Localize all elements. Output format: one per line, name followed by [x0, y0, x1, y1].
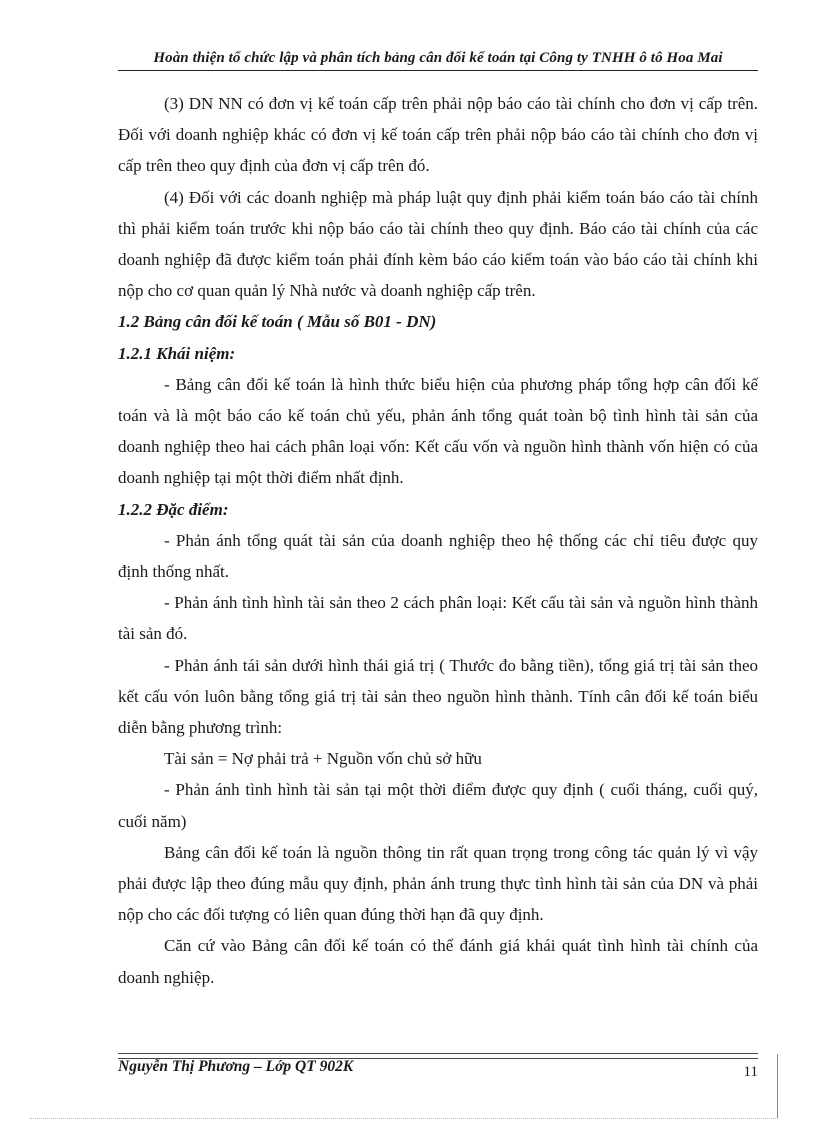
- balance-equation: Tài sản = Nợ phải trả + Nguồn vốn chủ sở hữu: [164, 749, 482, 769]
- feature-item-4: - Phản ánh tình hình tài sản tại một thời điểm được quy định ( cuối tháng, cuối quý, cuối năm): [118, 780, 758, 831]
- page-number: 11: [743, 1064, 758, 1080]
- feature-item-1: - Phản ánh tổng quát tài sản của doanh nghiệp theo hệ thống các chỉ tiêu được quy định thống nhất.: [118, 530, 758, 582]
- conclusion-paragraph: Căn cứ vào Bảng cân đối kế toán có thể đánh giá khái quát tình hình tài chính của doanh nghiệp.: [118, 936, 758, 987]
- paragraph-item-3: (3) DN NN có đơn vị kế toán cấp trên phải nộp báo cáo tài chính cho đơn vị cấp trên. Đối với doanh nghiệp khác có đơn vị kế toán cấp trên phải nộp báo cáo tài chính cho đơn vị cấp trên theo quy định của đơn vị cấp trên đó.: [118, 94, 758, 176]
- feature-item-3: - Phản ánh tái sản dưới hình thái giá trị ( Thước đo bằng tiền), tổng giá trị tài sản theo kết cấu vón luôn bằng tổng giá trị tài sản theo nguồn hình thành. Tính cân đối kế toán biểu diễn bằng phương trình:: [118, 655, 758, 738]
- page-bottom-border: [30, 1118, 778, 1119]
- feature-item-2: - Phản ánh tình hình tài sản theo 2 cách phân loại: Kết cấu tài sản và nguồn hình thành tài sản đó.: [118, 593, 758, 644]
- section-heading-1-2-1: 1.2.1 Khái niệm:: [118, 343, 236, 363]
- importance-paragraph: Bảng cân đối kế toán là nguồn thông tin rất quan trọng trong công tác quản lý vì vậy phải được lập theo đúng mẫu quy định, phản ánh trung thực tình hình tài sản của DN và phải nộp cho các đối tượng có liên quan đúng thời hạn đã quy định.: [118, 842, 758, 925]
- section-heading-1-2-2: 1.2.2 Đặc điểm:: [118, 499, 229, 519]
- running-header: Hoàn thiện tổ chức lập và phân tích bảng cân đối kế toán tại Công ty TNHH ô tô Hoa Mai: [118, 50, 758, 71]
- footer-vertical-rule: [777, 1054, 778, 1118]
- page-body: [118, 88, 758, 993]
- section-heading-1-2: 1.2 Bảng cân đối kế toán ( Mẫu số B01 - DN): [118, 312, 437, 332]
- concept-paragraph: - Bảng cân đối kế toán là hình thức biểu hiện của phương pháp tổng hợp cân đối kế toán và là một báo cáo kế toán chủ yếu, phản ánh tổng quát toàn bộ tình hình tài sản của doanh nghiệp theo hai cách phân loại vốn: Kết cấu vốn và nguồn hình thành vốn hiện có của doanh nghiệp tại một thời điểm nhất định.: [118, 374, 758, 488]
- paragraph-item-4: (4) Đối với các doanh nghiệp mà pháp luật quy định phải kiểm toán báo cáo tài chính thì phải kiểm toán trước khi nộp báo cáo tài chính theo quy định. Báo cáo tài chính của các doanh nghiệp đã được kiểm toán phải đính kèm báo cáo kiểm toán vào báo cáo tài chính khi nộp cho cơ quan quản lý Nhà nước và doanh nghiệp cấp trên.: [118, 187, 758, 301]
- footer-author: Nguyễn Thị Phương – Lớp QT 902K: [118, 1058, 354, 1075]
